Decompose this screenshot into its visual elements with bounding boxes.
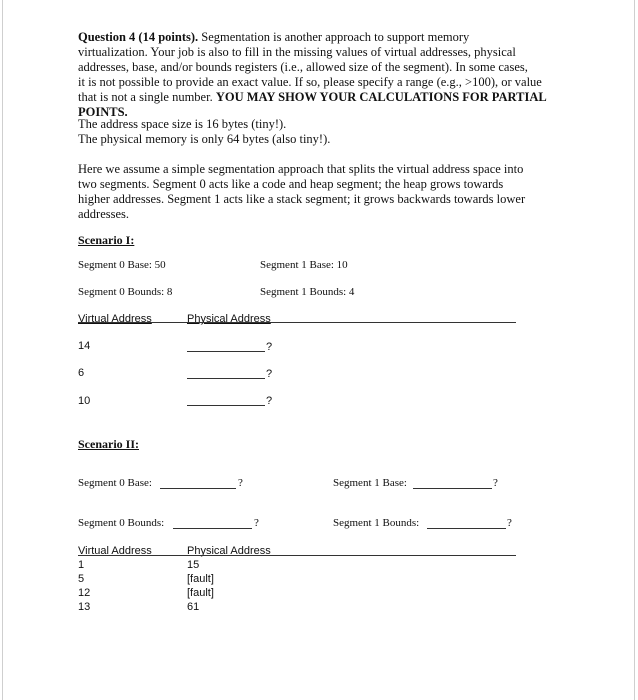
physical-memory-size: The physical memory is only 64 bytes (also tiny!). — [78, 132, 331, 146]
scenario2-seg0-bounds-blank[interactable] — [173, 528, 252, 529]
scenario2-seg0-base-mark: ? — [238, 477, 243, 489]
calculations-note: YOU MAY SHOW YOUR CALCULATIONS FOR PARTIAL POINTS. — [78, 90, 546, 119]
scenario1-seg0-bounds: Segment 0 Bounds: 8 — [78, 286, 173, 298]
scenario2-seg0-base-blank[interactable] — [160, 488, 236, 489]
sizes-paragraph — [78, 117, 558, 147]
scenario2-row3-virtual: 12 — [78, 587, 91, 599]
scenario2-row3-physical: [fault] — [187, 587, 214, 599]
scenario1-row1-virtual: 14 — [78, 340, 91, 352]
scenario2-seg0-base-label: Segment 0 Base: — [78, 477, 152, 489]
intro-line-4: it is not possible to provide an exact value. If so, please specify a range (e.g., >100), or value — [78, 75, 542, 89]
scenario1-row3-virtual: 10 — [78, 395, 91, 407]
scenario1-virtual-header: Virtual Address — [78, 313, 152, 325]
scenario2-row2-physical: [fault] — [187, 573, 214, 585]
page-border-right — [634, 0, 635, 700]
scenario2-seg1-bounds-blank[interactable] — [427, 528, 506, 529]
scenario1-title: Scenario I: — [78, 233, 135, 247]
scenario2-row4-physical: 61 — [187, 601, 200, 613]
segmentation-line-1: Here we assume a simple segmentation approach that splits the virtual address space into — [78, 162, 524, 176]
scenario1-row2-answer-blank[interactable] — [187, 378, 265, 379]
scenario1-row3-answer: ? — [266, 395, 273, 407]
question-paragraph — [78, 30, 558, 120]
scenario2-row2-virtual: 5 — [78, 573, 85, 585]
scenario1-row1-answer: ? — [266, 341, 273, 353]
scenario2-seg0-bounds-mark: ? — [254, 517, 259, 529]
scenario1-row2-virtual: 6 — [78, 367, 85, 379]
scenario1-row3-answer-blank[interactable] — [187, 405, 265, 406]
intro-line-5: that is not a single number. — [78, 90, 213, 104]
scenario2-seg1-base-label: Segment 1 Base: — [333, 477, 407, 489]
segmentation-line-3: higher addresses. Segment 1 acts like a stack segment; it grows backwards towards lower — [78, 192, 526, 206]
scenario2-seg1-bounds-label: Segment 1 Bounds: — [333, 517, 420, 529]
scenario2-row1-physical: 15 — [187, 559, 200, 571]
question-heading: Question 4 (14 points). — [78, 30, 199, 44]
address-space-size: The address space size is 16 bytes (tiny!). — [78, 117, 287, 131]
scenario2-seg1-base-mark: ? — [493, 477, 498, 489]
segmentation-paragraph — [78, 162, 558, 222]
scenario1-header-rule — [78, 322, 516, 323]
scenario1-seg1-bounds: Segment 1 Bounds: 4 — [260, 286, 355, 298]
intro-line-2: virtualization. Your job is also to fill in the missing values of virtual addresses, physical — [78, 45, 516, 59]
segmentation-line-2: two segments. Segment 0 acts like a code and heap segment; the heap grows towards — [78, 177, 504, 191]
scenario2-title: Scenario II: — [78, 437, 139, 451]
scenario1-row2-answer: ? — [266, 368, 273, 380]
scenario2-row4-virtual: 13 — [78, 601, 91, 613]
scenario2-physical-header: Physical Address — [187, 545, 271, 557]
scenario1-seg1-base: Segment 1 Base: 10 — [260, 259, 348, 271]
scenario2-virtual-header: Virtual Address — [78, 545, 152, 557]
scenario2-row1-virtual: 1 — [78, 559, 85, 571]
scenario1-physical-header: Physical Address — [187, 313, 271, 325]
page-border-left — [2, 0, 3, 700]
scenario2-seg1-base-blank[interactable] — [413, 488, 492, 489]
scenario2-seg1-bounds-mark: ? — [507, 517, 512, 529]
segmentation-line-4: addresses. — [78, 207, 130, 221]
scenario1-seg0-base: Segment 0 Base: 50 — [78, 259, 166, 271]
intro-line-3: addresses, base, and/or bounds registers (i.e., allowed size of the segment). In some cases, — [78, 60, 528, 74]
scenario1-row1-answer-blank[interactable] — [187, 351, 265, 352]
scenario2-seg0-bounds-label: Segment 0 Bounds: — [78, 517, 165, 529]
scenario2-header-rule — [78, 555, 516, 556]
intro-line-1: Segmentation is another approach to support memory — [201, 30, 470, 44]
